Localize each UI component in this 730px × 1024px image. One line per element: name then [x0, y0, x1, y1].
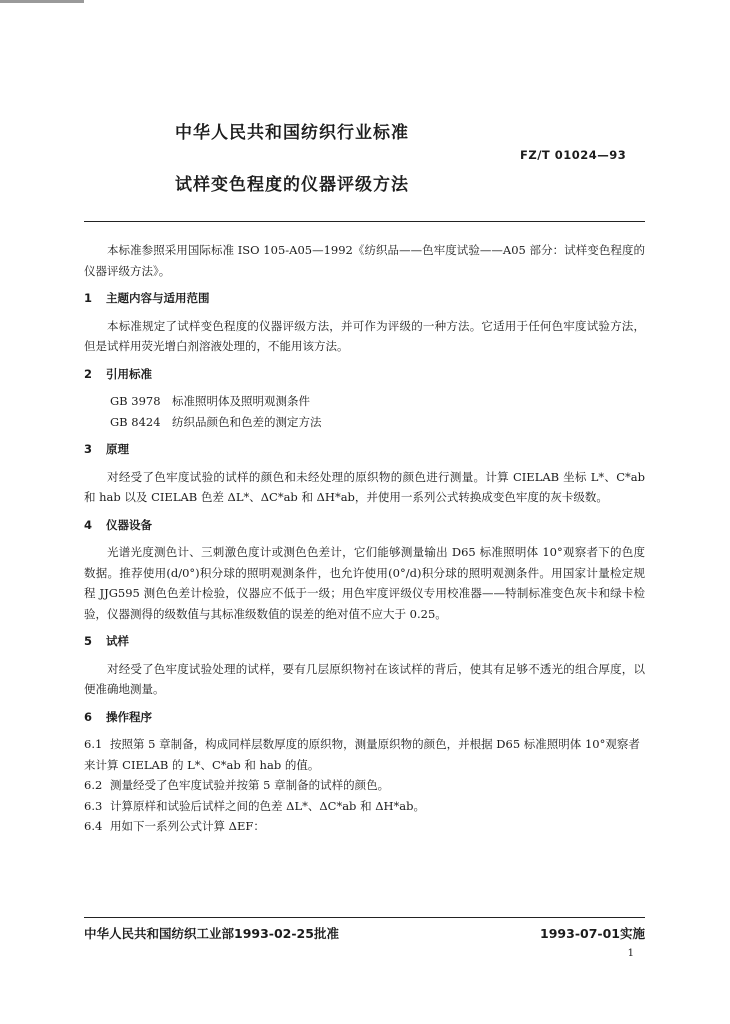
- procedure-step: [84, 796, 645, 817]
- step-number: 6.4: [84, 819, 103, 833]
- header-divider: [84, 221, 645, 222]
- step-text: 用如下一系列公式计算 ΔEF：: [110, 819, 265, 833]
- procedure-step: [84, 775, 645, 796]
- section-title: 引用标准: [106, 366, 152, 381]
- section-title: 仪器设备: [106, 517, 152, 532]
- effective-date: 1993-07-01实施: [540, 926, 645, 941]
- section-number: 4: [84, 517, 93, 532]
- section-1-heading: [84, 288, 645, 309]
- footer-divider: [84, 917, 645, 918]
- standard-code: FZ/T 01024—93: [520, 148, 627, 162]
- section-4-heading: [84, 515, 645, 536]
- section-title: 原理: [106, 442, 129, 456]
- section-3-heading: [84, 439, 645, 460]
- section-title: 主题内容与适用范围: [106, 291, 210, 305]
- step-number: 6.2: [84, 778, 103, 792]
- standard-ref-title: 标准照明体及照明观测条件: [172, 394, 310, 408]
- section-number: 5: [84, 634, 93, 648]
- step-number: 6.1: [84, 737, 103, 751]
- standard-ref-code: GB 8424: [110, 414, 161, 429]
- issuing-body-title: 中华人民共和国纺织行业标准: [175, 123, 409, 143]
- standard-ref-title: 纺织品颜色和色差的测定方法: [172, 414, 322, 429]
- approval-statement: 中华人民共和国纺织工业部1993-02-25批准: [84, 926, 339, 941]
- document-title: 试样变色程度的仪器评级方法: [175, 175, 409, 195]
- section-3-text: 对经受了色牢度试验的试样的颜色和未经处理的原织物的颜色进行测量。计算 CIELAB 坐标 L*、C*ab 和 hab 以及 CIELAB 色差 ΔL*、ΔC*ab 和 ΔH*ab，并使用一系列公式转换成变色牢度的灰卡级数。: [84, 469, 645, 504]
- section-title: 试样: [106, 634, 129, 648]
- step-text: 按照第 5 章制备，构成同样层数厚度的原织物，测量原织物的颜色，并根据 D65 标准照明体 10°观察者来计算 CIELAB 的 L*、C*ab 和 hab 的值。: [84, 737, 640, 772]
- page-number: 1: [627, 948, 634, 959]
- intro-paragraph: 本标准参照采用国际标准 ISO 105-A05—1992《纺织品——色牢度试验——A05 部分：试样变色程度的仪器评级方法》。: [84, 243, 645, 278]
- referenced-standards-list: [110, 391, 645, 432]
- section-5-heading: [84, 631, 645, 652]
- section-1-text: 本标准规定了试样变色程度的仪器评级方法，并可作为评级的一种方法。它适用于任何色牢度试验方法，但是试样用荧光增白剂溶液处理的，不能用该方法。: [84, 318, 645, 353]
- section-5-text: 对经受了色牢度试验处理的试样，要有几层原织物衬在该试样的背后，使其有足够不透光的组合厚度，以便准确地测量。: [84, 661, 645, 696]
- section-number: 2: [84, 366, 93, 381]
- section-2-heading: [84, 364, 645, 385]
- step-number: 6.3: [84, 798, 103, 813]
- standard-ref-code: GB 3978: [110, 394, 161, 408]
- section-6-heading: [84, 707, 645, 728]
- document-body: [84, 240, 645, 837]
- list-item: [110, 412, 645, 433]
- step-text: 计算原样和试验后试样之间的色差 ΔL*、ΔC*ab 和 ΔH*ab。: [110, 798, 426, 813]
- section-title: 操作程序: [106, 709, 152, 724]
- procedure-step: [84, 734, 645, 775]
- step-text: 测量经受了色牢度试验并按第 5 章制备的试样的颜色。: [110, 778, 390, 792]
- scan-edge-mark: [0, 0, 84, 3]
- list-item: [110, 391, 645, 412]
- section-number: 6: [84, 709, 93, 724]
- section-4-text: 光谱光度测色计、三刺激色度计或测色色差计，它们能够测量输出 D65 标准照明体 10°观察者下的色度数据。推荐使用(d/0°)积分球的照明观测条件，也允许使用(0°/d)积分球的照明观测条件。用国家计量检定规程 JJG595 测色色差计检验，仪器应不低于一级；用色牢度评级仪专用校准器——特制标准变色灰卡和绿卡检验，仪器测得的级数值与其标准级数值的误差的绝对值不应大于 0.25。: [84, 545, 645, 621]
- section-number: 1: [84, 291, 93, 305]
- section-number: 3: [84, 442, 93, 456]
- procedure-step: [84, 816, 645, 837]
